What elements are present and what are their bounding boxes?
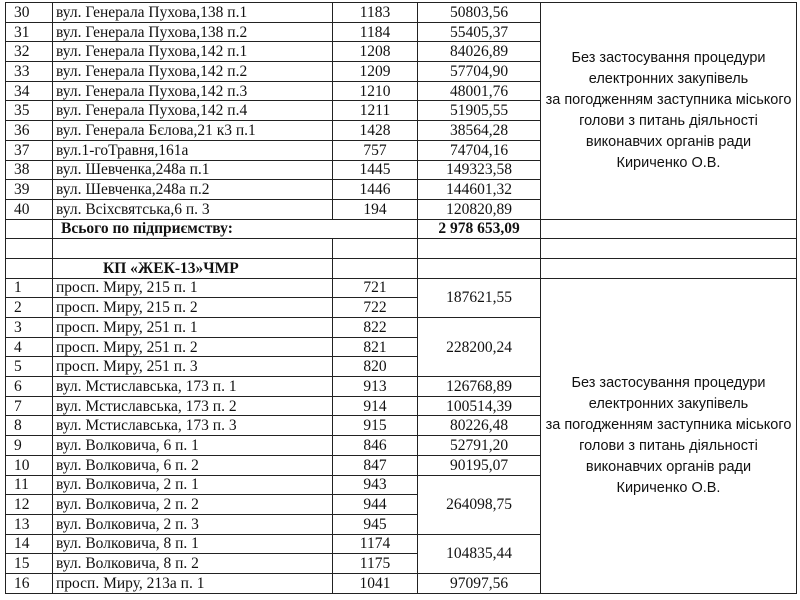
row-number: 38 [6, 160, 53, 180]
address-cell: вул. Всіхсвятська,6 п. 3 [53, 199, 333, 219]
address-cell: вул. Генерала Пухова,138 п.1 [53, 3, 333, 23]
amount-cell: 74704,16 [418, 140, 541, 160]
note-line: електронних закупівель [588, 70, 749, 87]
code-cell: 1184 [333, 22, 418, 42]
empty-cell [333, 239, 418, 259]
row-number: 12 [6, 495, 53, 515]
address-cell: вул. Мстиславська, 173 п. 3 [53, 416, 333, 436]
row-number: 40 [6, 199, 53, 219]
address-cell: вул.1-гоТравня,161а [53, 140, 333, 160]
code-cell: 1175 [333, 554, 418, 574]
address-cell: просп. Миру, 215 п. 1 [53, 278, 333, 298]
row-number: 32 [6, 42, 53, 62]
row-number: 6 [6, 377, 53, 397]
code-cell: 757 [333, 140, 418, 160]
code-cell: 945 [333, 514, 418, 534]
address-cell: вул. Генерала Пухова,142 п.4 [53, 101, 333, 121]
row-number: 33 [6, 62, 53, 82]
empty-cell [541, 219, 797, 239]
code-cell: 1445 [333, 160, 418, 180]
amount-cell: 84026,89 [418, 42, 541, 62]
row-number: 3 [6, 318, 53, 338]
row-number: 11 [6, 475, 53, 495]
section-title: КП «ЖЕК-13»ЧМР [53, 258, 333, 278]
amount-cell: 90195,07 [418, 455, 541, 475]
note-line: за погодженням заступника міського [545, 91, 792, 108]
code-cell: 913 [333, 377, 418, 397]
address-cell: просп. Миру, 251 п. 1 [53, 318, 333, 338]
row-number: 1 [6, 278, 53, 298]
row-number: 30 [6, 3, 53, 23]
amount-cell: 38564,28 [418, 121, 541, 141]
row-number: 34 [6, 81, 53, 101]
code-cell: 914 [333, 396, 418, 416]
code-cell: 1428 [333, 121, 418, 141]
row-number: 9 [6, 436, 53, 456]
merged-amount-cell: 104835,44 [418, 534, 541, 573]
address-cell: вул. Генерала Пухова,138 п.2 [53, 22, 333, 42]
empty-cell [6, 239, 53, 259]
code-cell: 1041 [333, 573, 418, 593]
code-cell: 915 [333, 416, 418, 436]
code-cell: 1183 [333, 3, 418, 23]
code-cell: 1446 [333, 180, 418, 200]
code-cell: 820 [333, 357, 418, 377]
note-line: голови з питань діяльності [579, 437, 758, 454]
code-cell: 846 [333, 436, 418, 456]
address-cell: вул. Генерала Пухова,142 п.1 [53, 42, 333, 62]
address-cell: вул. Шевченка,248а п.2 [53, 180, 333, 200]
code-cell: 722 [333, 298, 418, 318]
empty-cell [541, 258, 797, 278]
total-label: Всього по підприємству: [53, 219, 418, 239]
address-cell: вул. Генерала Бєлова,21 к3 п.1 [53, 121, 333, 141]
amount-cell: 144601,32 [418, 180, 541, 200]
empty-cell [333, 258, 418, 278]
address-cell: просп. Миру, 251 п. 2 [53, 337, 333, 357]
code-cell: 1208 [333, 42, 418, 62]
empty-cell [541, 239, 797, 259]
empty-cell [418, 258, 541, 278]
note-line: виконавчих органів ради [585, 133, 752, 150]
row-number: 35 [6, 101, 53, 121]
address-cell: вул. Волковича, 8 п. 1 [53, 534, 333, 554]
spacer-row [6, 239, 797, 259]
table-row [6, 278, 797, 298]
address-cell: просп. Миру, 215 п. 2 [53, 298, 333, 318]
total-amount: 2 978 653,09 [418, 219, 541, 239]
code-cell: 1211 [333, 101, 418, 121]
row-number: 31 [6, 22, 53, 42]
row-number: 36 [6, 121, 53, 141]
address-cell: вул. Волковича, 2 п. 3 [53, 514, 333, 534]
amount-cell: 80226,48 [418, 416, 541, 436]
row-number: 13 [6, 514, 53, 534]
amount-cell: 50803,56 [418, 3, 541, 23]
row-number: 10 [6, 455, 53, 475]
section-row [6, 258, 797, 278]
empty-cell [53, 239, 333, 259]
note-line: електронних закупівель [588, 395, 749, 412]
address-cell: вул. Генерала Пухова,142 п.2 [53, 62, 333, 82]
code-cell: 943 [333, 475, 418, 495]
empty-cell [418, 239, 541, 259]
code-cell: 944 [333, 495, 418, 515]
amount-cell: 126768,89 [418, 377, 541, 397]
empty-cell [6, 219, 53, 239]
code-cell: 847 [333, 455, 418, 475]
approval-note [541, 278, 797, 593]
address-cell: вул. Волковича, 6 п. 1 [53, 436, 333, 456]
row-number: 7 [6, 396, 53, 416]
amount-cell: 120820,89 [418, 199, 541, 219]
note-line: голови з питань діяльності [579, 112, 758, 129]
amount-cell: 48001,76 [418, 81, 541, 101]
note-line: виконавчих органів ради [585, 458, 752, 475]
amount-cell: 100514,39 [418, 396, 541, 416]
total-row [6, 219, 797, 239]
amount-cell: 149323,58 [418, 160, 541, 180]
row-number: 4 [6, 337, 53, 357]
note-line: Без застосування процедури [571, 49, 766, 66]
amount-cell: 97097,56 [418, 573, 541, 593]
address-cell: вул. Волковича, 8 п. 2 [53, 554, 333, 574]
code-cell: 1209 [333, 62, 418, 82]
address-cell: вул. Генерала Пухова,142 п.3 [53, 81, 333, 101]
note-line: Кириченко О.В. [616, 479, 721, 496]
address-cell: вул. Волковича, 2 п. 2 [53, 495, 333, 515]
row-number: 16 [6, 573, 53, 593]
merged-amount-cell: 228200,24 [418, 318, 541, 377]
address-cell: вул. Шевченка,248а п.1 [53, 160, 333, 180]
address-cell: вул. Волковича, 2 п. 1 [53, 475, 333, 495]
amount-cell: 52791,20 [418, 436, 541, 456]
row-number: 39 [6, 180, 53, 200]
procurement-table [5, 2, 797, 594]
code-cell: 822 [333, 318, 418, 338]
note-line: Кириченко О.В. [616, 154, 721, 171]
address-cell: просп. Миру, 251 п. 3 [53, 357, 333, 377]
approval-note [541, 3, 797, 220]
code-cell: 1174 [333, 534, 418, 554]
note-line: за погодженням заступника міського [545, 416, 792, 433]
row-number: 8 [6, 416, 53, 436]
code-cell: 1210 [333, 81, 418, 101]
code-cell: 721 [333, 278, 418, 298]
row-number: 2 [6, 298, 53, 318]
address-cell: вул. Мстиславська, 173 п. 1 [53, 377, 333, 397]
code-cell: 821 [333, 337, 418, 357]
row-number: 5 [6, 357, 53, 377]
code-cell: 194 [333, 199, 418, 219]
merged-amount-cell: 187621,55 [418, 278, 541, 317]
address-cell: вул. Мстиславська, 173 п. 2 [53, 396, 333, 416]
address-cell: просп. Миру, 213а п. 1 [53, 573, 333, 593]
empty-cell [6, 258, 53, 278]
row-number: 37 [6, 140, 53, 160]
amount-cell: 57704,90 [418, 62, 541, 82]
merged-amount-cell: 264098,75 [418, 475, 541, 534]
row-number: 15 [6, 554, 53, 574]
row-number: 14 [6, 534, 53, 554]
note-line: Без застосування процедури [571, 374, 766, 391]
address-cell: вул. Волковича, 6 п. 2 [53, 455, 333, 475]
table-row [6, 3, 797, 23]
amount-cell: 55405,37 [418, 22, 541, 42]
amount-cell: 51905,55 [418, 101, 541, 121]
